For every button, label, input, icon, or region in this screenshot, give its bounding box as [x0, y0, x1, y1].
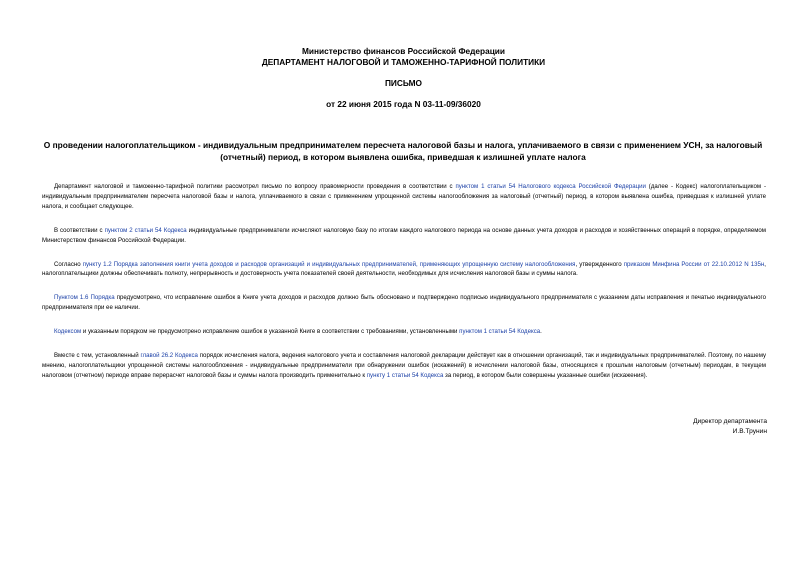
paragraph-5: [42, 327, 766, 337]
letter-body: [42, 182, 766, 395]
link-order-p1-2[interactable]: пункту 1.2 Порядка заполнения книги учета доходов и расходов организаций и индивидуальных предпринимателей, применяющих упрощенную систему налогообложения: [82, 260, 576, 268]
paragraph-text: .: [540, 328, 542, 336]
link-minfin-order-135n[interactable]: приказом Минфина России от 22.10.2012 N 135н: [623, 260, 765, 268]
paragraph-text: , утвержденного: [575, 260, 624, 268]
paragraph-text: , налогоплательщики должны обеспечивать полноту, непрерывность и достоверность учета показателей своей деятельности, необходимых для исчисления налоговой базы и суммы налога.: [42, 260, 766, 278]
signatory-name: И.В.Трунин: [732, 428, 767, 435]
paragraph-text: за период, в котором были совершены указанные ошибки (искажения).: [443, 371, 648, 379]
document-type: ПИСЬМО: [384, 78, 423, 88]
letter-subject: О проведении налогоплательщиком - индивидуальным предпринимателем пересчета налоговой базы и налога, уплачиваемого в связи с применением УСН, за налоговый (отчетный) период, в котором выявлена ошибка, приведшая к излишней уплате налога: [43, 140, 763, 162]
paragraph-text: порядок исчисления налога, ведения налогового учета и составления налоговой декларации действует как в отношении организаций, так и индивидуальных предпринимателей. Поэтому, по нашему мнению, налогоплательщики упрощенной системы налогообложения - индивидуальные предприниматели при обнаружении ошибок (искажений) в исчислении налоговой базы, относящихся к прошлым налоговым (отчетным) периодам, в текущем налоговом (отчетном) периоде вправе перерасчет налоговой базы и суммы налога производить применительно к: [42, 352, 766, 379]
paragraph-text: индивидуальные предприниматели исчисляют налоговую базу по итогам каждого налогового периода на основе данных учета доходов и расходов и хозяйственных операций в порядке, определяемом Министерством финансов Российской Федерации.: [42, 226, 766, 244]
link-order-p1-6[interactable]: Пунктом 1.6 Порядка: [54, 294, 115, 302]
paragraph-text: и указанным порядком не предусмотрено исправление ошибок в указанной Книге в соответствии с требованиями, установленными: [81, 328, 460, 336]
department-name: ДЕПАРТАМЕНТ НАЛОГОВОЙ И ТАМОЖЕННО-ТАРИФНОЙ ПОЛИТИКИ: [261, 57, 546, 67]
paragraph-text: Вместе с тем, установленный: [54, 352, 141, 360]
signatory-position: Директор департамента: [693, 418, 767, 425]
ministry-name: Министерство финансов Российской Федерации: [301, 46, 506, 56]
letter-header: [0, 46, 807, 110]
paragraph-1: [42, 182, 766, 212]
paragraph-2: [42, 226, 766, 246]
link-chapter-26-2[interactable]: главой 26.2 Кодекса: [140, 352, 198, 360]
link-article-54-p1[interactable]: пунктом 1 статьи 54 Кодекса: [459, 328, 541, 336]
link-article-54-p2[interactable]: пунктом 2 статьи 54 Кодекса: [104, 226, 187, 234]
paragraph-text: В соответствии с: [54, 226, 105, 234]
document-date-number: от 22 июня 2015 года N 03-11-09/36020: [326, 99, 481, 109]
paragraph-text: Департамент налоговой и таможенно-тарифной политики рассмотрел письмо по вопросу правомерности проведения в соответствии с: [54, 183, 456, 190]
link-article-54-p1-tax-code[interactable]: пунктом 1 статьи 54 Налогового кодекса Российской Федерации: [455, 183, 646, 190]
signature-block: [693, 417, 767, 437]
paragraph-3: [42, 260, 766, 280]
paragraph-6: [42, 351, 766, 381]
link-tax-code[interactable]: Кодексом: [54, 328, 82, 336]
paragraph-text: Согласно: [54, 260, 83, 268]
link-article-54-p1-again[interactable]: пункту 1 статьи 54 Кодекса: [366, 371, 444, 379]
paragraph-text: предусмотрено, что исправление ошибок в Книге учета доходов и расходов должно быть обосновано и подтверждено подписью индивидуального предпринимателя с указанием даты исправления и печатью индивидуального предпринимателя при ее наличии.: [42, 294, 766, 312]
paragraph-4: [42, 293, 766, 313]
paragraph-text: (далее - Кодекс) налогоплательщиком - индивидуальным предпринимателем пересчета налоговой базы и налога, уплачиваемого в связи с применением упрощенной системы налогообложения за налоговый (отчетный) период, в котором выявлена ошибка, приведшая к излишней уплате налога, и сообщает следующее.: [42, 183, 766, 210]
